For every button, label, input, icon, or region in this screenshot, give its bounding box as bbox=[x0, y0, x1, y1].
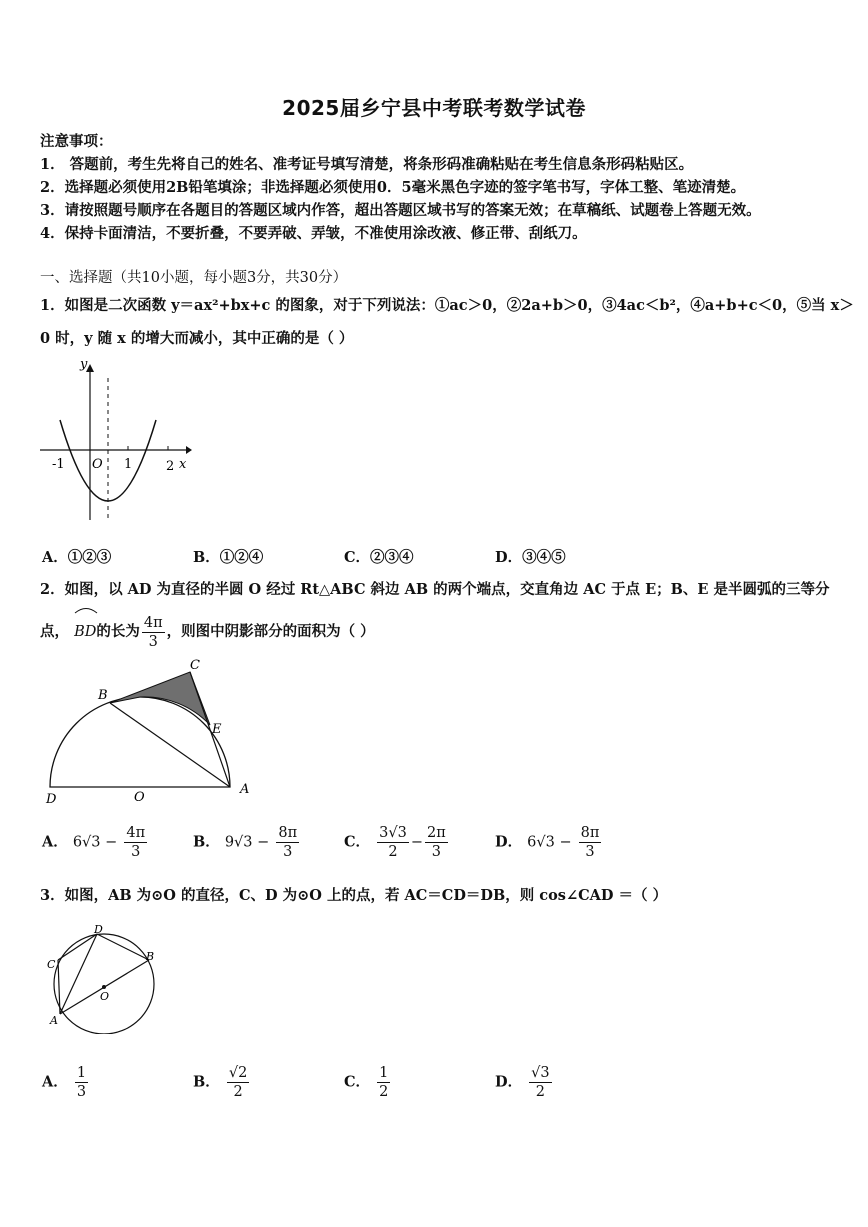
fraction bbox=[75, 1064, 88, 1101]
point-label-c: C bbox=[190, 658, 200, 673]
option-label: C． bbox=[344, 549, 371, 566]
q3-option-a[interactable] bbox=[42, 1064, 90, 1101]
option-text: ③④⑤ bbox=[522, 549, 566, 566]
q1-parabola-graph bbox=[36, 358, 196, 528]
q2-text: 的长为 bbox=[96, 623, 140, 640]
option-label: A． bbox=[42, 833, 68, 851]
option-lead: 9√3 − bbox=[224, 834, 270, 851]
q1-stem-line1: 1．如图是二次函数 y＝ax²+bx+c 的图象，对于下列说法：①ac＞0，②2a+b＞0，③4ac＜b²，④a+b+c＜0，⑤当 x＞ bbox=[40, 297, 854, 314]
notice-item: 4．保持卡面清洁，不要折叠，不要弄破、弄皱，不准使用涂改液、修正带、刮纸刀。 bbox=[40, 225, 587, 242]
option-label: C． bbox=[344, 833, 371, 851]
denominator: 2 bbox=[388, 844, 398, 860]
option-text: ①②③ bbox=[67, 549, 112, 566]
option-label: D． bbox=[495, 1073, 523, 1091]
fraction bbox=[425, 824, 448, 861]
denominator: 3 bbox=[283, 844, 293, 860]
denominator: 3 bbox=[585, 844, 595, 860]
q1-option-a[interactable] bbox=[42, 546, 111, 567]
numerator: 3√3 bbox=[379, 825, 407, 841]
arc-bd bbox=[74, 608, 96, 652]
numerator: 1 bbox=[76, 1065, 87, 1081]
notice-item: 2．选择题必须使用2B铅笔填涂；非选择题必须使用0．5毫米黑色字迹的签字笔书写，字体工整、笔迹清楚。 bbox=[40, 179, 746, 196]
point-label-o: O bbox=[134, 790, 145, 805]
denominator: 3 bbox=[431, 844, 441, 860]
center-point bbox=[102, 985, 106, 989]
q1-option-d[interactable] bbox=[495, 546, 566, 567]
q3-option-d[interactable] bbox=[495, 1064, 554, 1101]
q2-stem-line1: 2．如图，以 AD 为直径的半圆 O 经过 Rt△ABC 斜边 AB 的两个端点，交直角边 AC 于点 E；B、E 是半圆弧的三等分 bbox=[40, 581, 830, 598]
point-label-a: A bbox=[240, 782, 250, 797]
denominator: 2 bbox=[535, 1084, 545, 1100]
point-label-o: O bbox=[100, 990, 110, 1003]
q2-semicircle-figure bbox=[40, 655, 270, 805]
q2-option-b[interactable] bbox=[193, 824, 301, 861]
option-text: ①②④ bbox=[219, 549, 264, 566]
numerator: 8π bbox=[278, 825, 298, 841]
option-label: C． bbox=[344, 1073, 371, 1091]
point-label-b: B bbox=[98, 688, 108, 703]
notice-heading: 注意事项： bbox=[40, 133, 113, 150]
fraction bbox=[579, 824, 602, 861]
origin-label: O bbox=[92, 457, 103, 472]
option-label: A． bbox=[42, 1073, 68, 1091]
circle-o bbox=[54, 934, 154, 1034]
option-label: A． bbox=[42, 549, 68, 566]
section-heading: 一、选择题（共10小题，每小题3分，共30分） bbox=[40, 270, 348, 286]
option-label: D． bbox=[495, 833, 523, 851]
q2-option-c[interactable] bbox=[344, 824, 450, 861]
segment-ac bbox=[190, 672, 230, 787]
point-label-e: E bbox=[212, 722, 222, 737]
y-axis-label: y bbox=[80, 358, 88, 372]
q3-option-b[interactable] bbox=[193, 1064, 251, 1101]
numerator: 1 bbox=[379, 1065, 389, 1081]
option-label: D． bbox=[495, 549, 523, 566]
q3-option-c[interactable] bbox=[344, 1064, 392, 1101]
option-lead: 6√3 − bbox=[527, 834, 572, 851]
denominator: 3 bbox=[76, 1084, 87, 1100]
point-label-c: C bbox=[47, 958, 56, 971]
option-label: B． bbox=[193, 1073, 220, 1091]
minus-sign: − bbox=[410, 834, 423, 851]
notice-item: 3．请按照题号顺序在各题目的答题区域内作答，超出答题区域书写的答案无效；在草稿纸、试题卷上答题无效。 bbox=[40, 202, 761, 219]
tick-label: 2 bbox=[166, 459, 175, 474]
fraction bbox=[377, 1064, 390, 1101]
exam-title: 2025届乡宁县中考联考数学试卷 bbox=[282, 96, 586, 120]
numerator: 8π bbox=[580, 825, 600, 841]
point-label-b: B bbox=[146, 950, 155, 963]
q1-option-b[interactable] bbox=[193, 546, 263, 567]
q2-option-d[interactable] bbox=[495, 824, 603, 861]
point-label-d: D bbox=[94, 923, 103, 936]
fraction bbox=[276, 824, 299, 861]
point-label-a: A bbox=[50, 1014, 58, 1027]
q2-option-a[interactable] bbox=[42, 824, 149, 861]
q2-text: 点， bbox=[40, 623, 69, 640]
fraction bbox=[227, 1064, 249, 1101]
arc-label: BD bbox=[74, 624, 97, 640]
numerator: 4π bbox=[143, 614, 163, 631]
q3-circle-figure bbox=[42, 922, 167, 1034]
fraction bbox=[377, 824, 409, 861]
numerator: 4π bbox=[126, 825, 146, 841]
option-label: B． bbox=[193, 833, 220, 851]
notice-item: 1． 答题前，考生先将自己的姓名、准考证号填写清楚，将条形码准确粘贴在考生信息条形码粘贴区。 bbox=[40, 156, 694, 173]
option-text: ②③④ bbox=[370, 549, 414, 566]
denominator: 2 bbox=[233, 1084, 243, 1100]
fraction bbox=[124, 824, 147, 861]
x-axis-label: x bbox=[179, 457, 187, 472]
tick-label: -1 bbox=[52, 457, 65, 472]
q3-stem-line1: 3．如图，AB 为⊙O 的直径，C、D 为⊙O 上的点，若 AC＝CD＝DB，则 cos∠CAD ＝（ ） bbox=[40, 887, 668, 904]
point-label-d: D bbox=[46, 792, 57, 805]
tick-label: 1 bbox=[124, 457, 133, 472]
option-lead: 6√3 − bbox=[72, 834, 118, 851]
fraction bbox=[142, 614, 165, 651]
option-label: B． bbox=[193, 549, 220, 566]
x-axis-arrow bbox=[186, 446, 192, 454]
numerator: √3 bbox=[531, 1065, 550, 1081]
shaded-region bbox=[110, 672, 210, 725]
fraction bbox=[529, 1064, 551, 1101]
denominator: 3 bbox=[148, 633, 158, 650]
segment-ab bbox=[110, 703, 230, 787]
numerator: √2 bbox=[228, 1065, 248, 1081]
q1-stem-line2: 0 时，y 随 x 的增大而减小，其中正确的是（ ） bbox=[40, 330, 354, 347]
numerator: 2π bbox=[426, 825, 446, 841]
q2-stem-line2 bbox=[40, 608, 375, 652]
arc-mark bbox=[74, 606, 98, 614]
denominator: 3 bbox=[131, 844, 141, 860]
denominator: 2 bbox=[379, 1084, 389, 1100]
q1-option-c[interactable] bbox=[344, 546, 414, 567]
q2-text: ，则图中阴影部分的面积为（ ） bbox=[166, 623, 375, 640]
